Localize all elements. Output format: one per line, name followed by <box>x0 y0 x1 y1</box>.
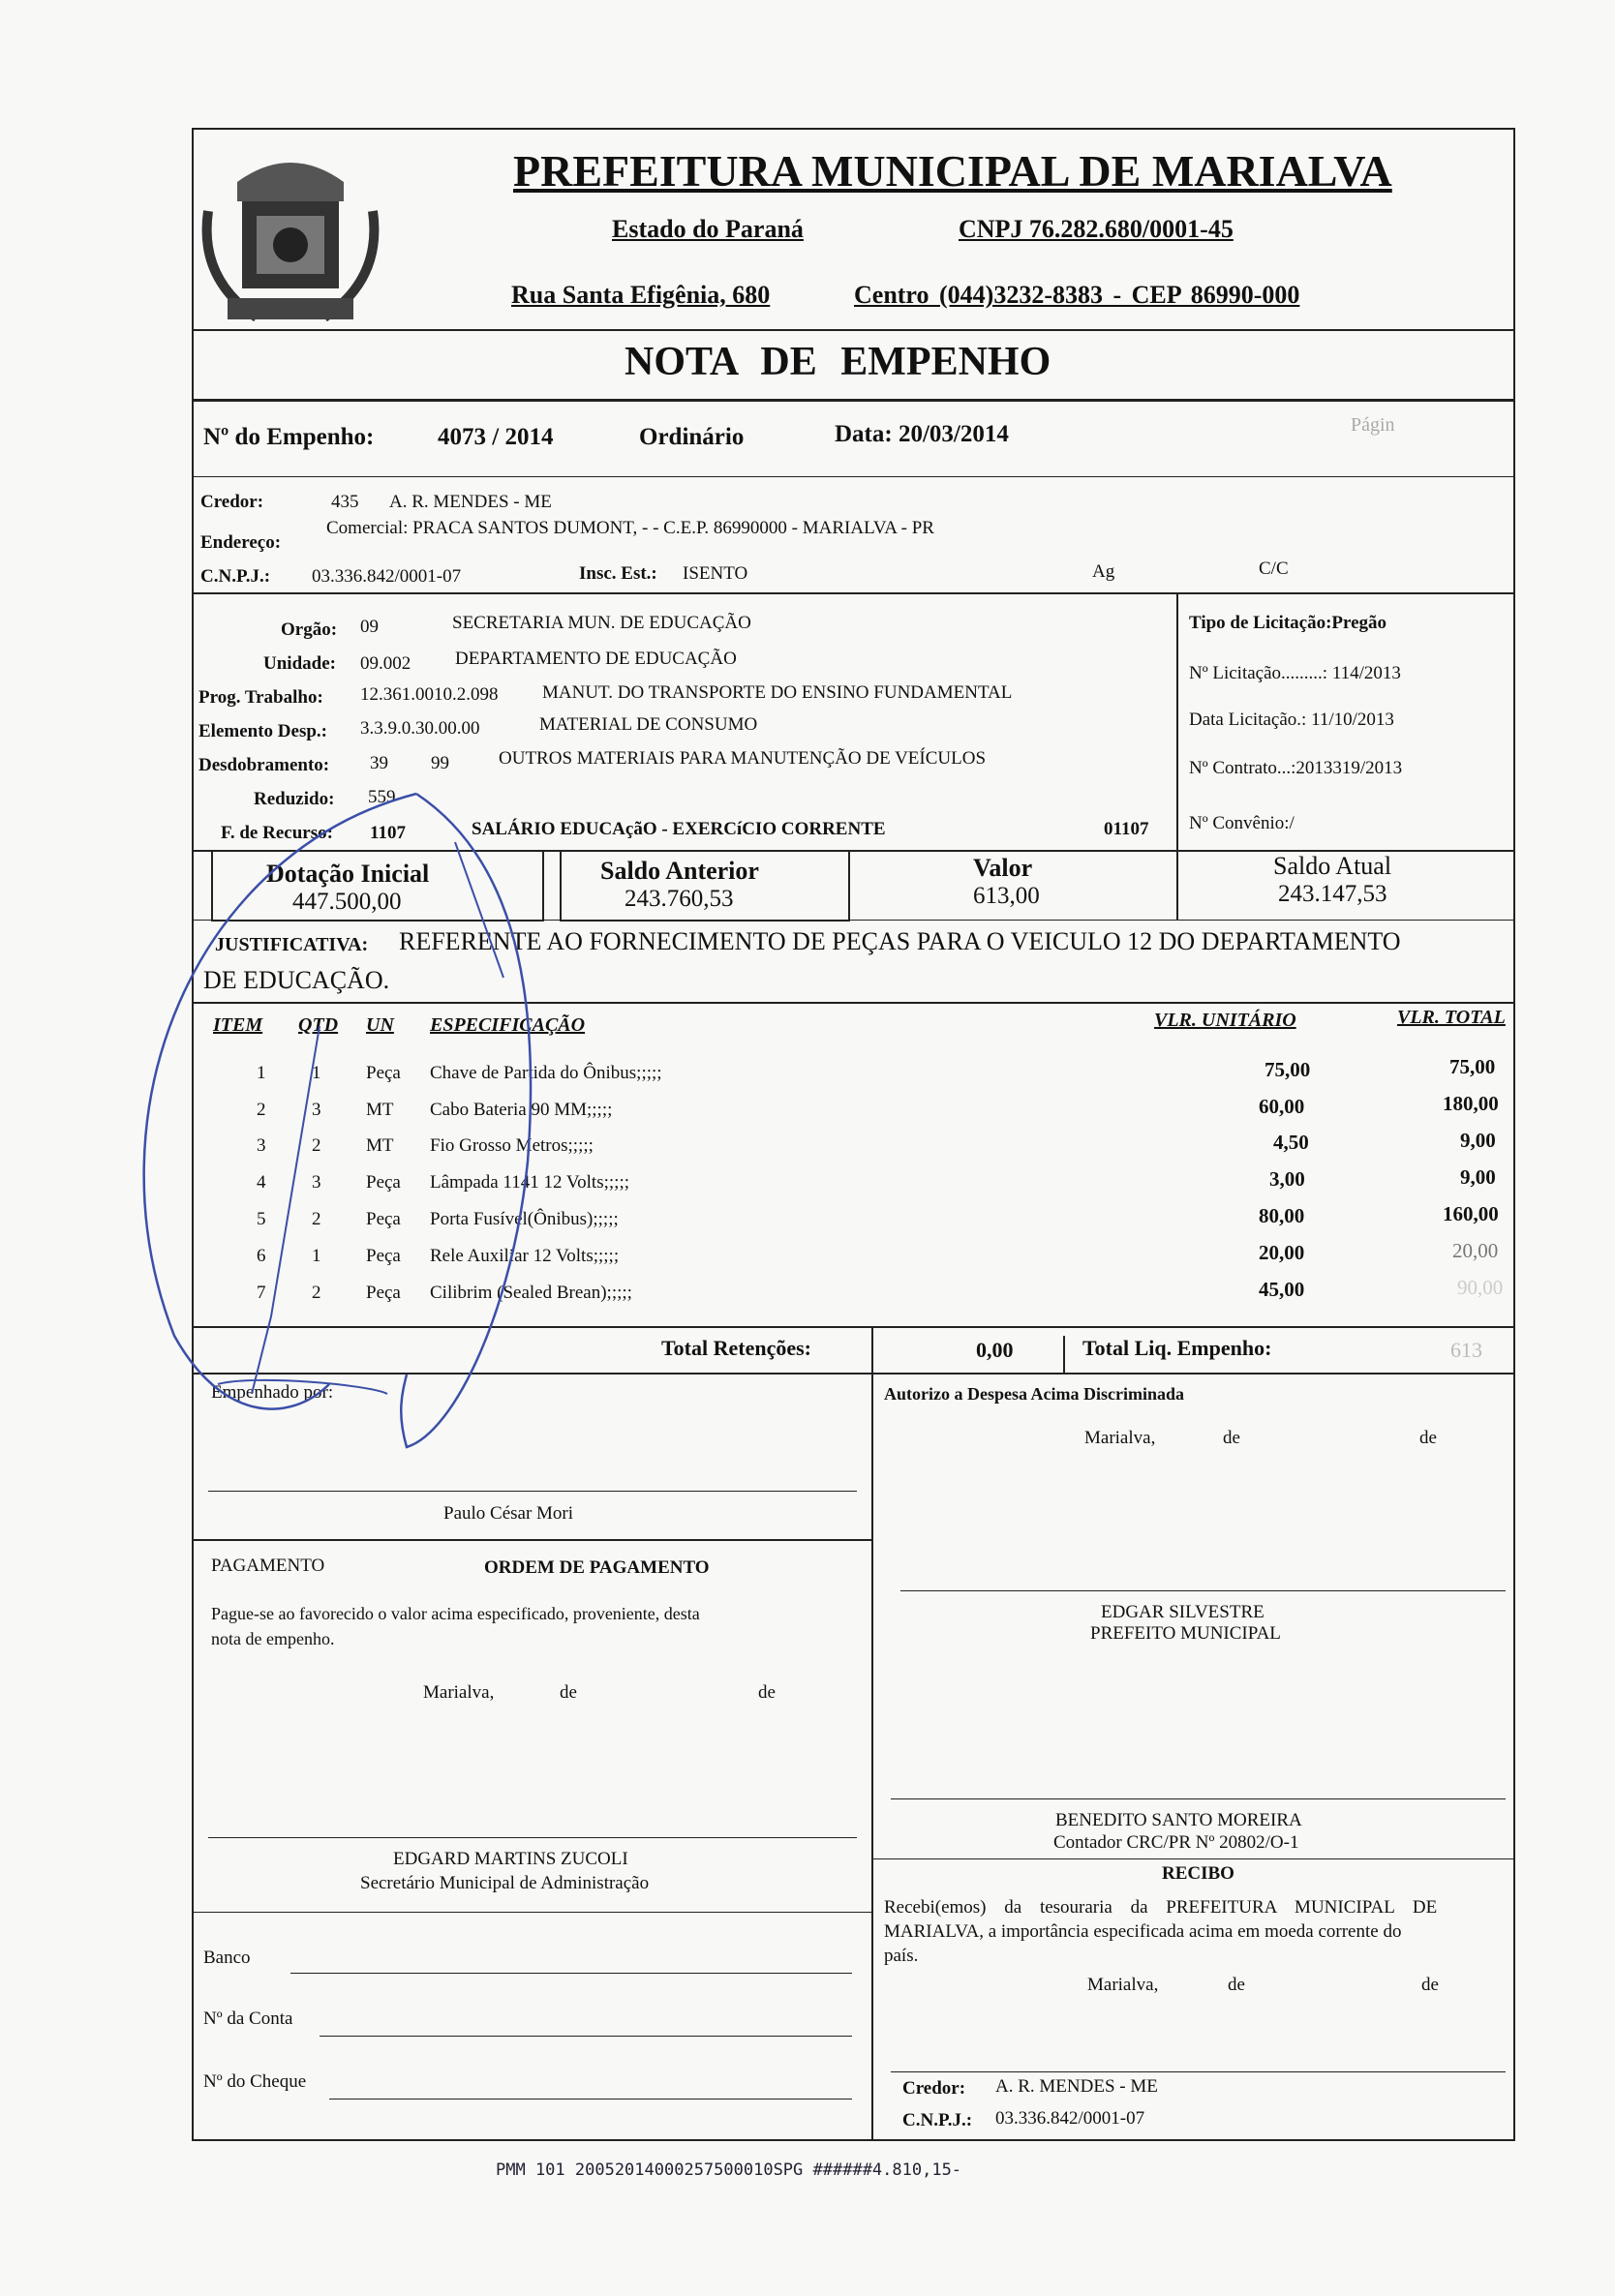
insc-label: Insc. Est.: <box>579 563 657 584</box>
item-un: MT <box>366 1135 394 1156</box>
orgao-desc: SECRETARIA MUN. DE EDUCAÇÃO <box>452 613 751 633</box>
item-unit: 75,00 <box>1265 1058 1311 1081</box>
recurso-code: 1107 <box>370 823 406 843</box>
autorizo-de1: de <box>1223 1428 1240 1448</box>
empenho-date: Data: 20/03/2014 <box>835 421 1009 447</box>
ag-label: Ag <box>1092 561 1115 582</box>
frame-bottom <box>192 2139 1515 2141</box>
atual-value: 243.147,53 <box>1278 881 1387 907</box>
item-total: 9,00 <box>1460 1165 1496 1189</box>
item-total: 9,00 <box>1460 1129 1496 1152</box>
credor-signature-line <box>891 2071 1506 2072</box>
empenho-divider <box>192 476 1515 477</box>
item-number: 1 <box>257 1063 266 1083</box>
atual-label: Saldo Atual <box>1273 852 1392 880</box>
recibo-credor-name: A. R. MENDES - ME <box>995 2076 1158 2097</box>
item-qtd: 1 <box>312 1246 321 1266</box>
budget-vertical-divider <box>1176 592 1178 852</box>
address-label: Rua Santa Efigênia, 680 <box>511 281 771 309</box>
orgao-code: 09 <box>360 617 379 637</box>
item-number: 5 <box>257 1209 266 1229</box>
frame-left <box>192 128 194 2141</box>
frame-top <box>192 128 1515 130</box>
pague-text1: Pague-se ao favorecido o valor acima especificado, proveniente, desta <box>211 1604 700 1623</box>
item-unit: 3,00 <box>1269 1167 1305 1191</box>
contact-label: Centro (044)3232-8383 - CEP 86990-000 <box>854 281 1300 309</box>
item-spec: Fio Grosso Metros;;;;; <box>430 1135 594 1156</box>
pague-marialva: Marialva, <box>423 1682 495 1703</box>
signature-center-divider <box>871 1373 873 2139</box>
item-spec: Rele Auxiliar 12 Volts;;;;; <box>430 1246 620 1266</box>
recurso-label: F. de Recurso: <box>221 823 333 843</box>
recurso-num: 01107 <box>1104 819 1149 839</box>
autorizo-marialva: Marialva, <box>1084 1428 1156 1448</box>
liq-value: 613 <box>1450 1338 1482 1362</box>
prefeito-title: PREFEITO MUNICIPAL <box>1090 1623 1281 1644</box>
prefeitura-title: PREFEITURA MUNICIPAL DE MARIALVA <box>513 146 1392 196</box>
empenho-number: 4073 / 2014 <box>438 424 554 450</box>
item-number: 2 <box>257 1100 266 1120</box>
page-label: Págin <box>1351 414 1395 436</box>
item-qtd: 2 <box>312 1209 321 1229</box>
recibo-cnpj-label: C.N.P.J.: <box>902 2110 973 2130</box>
reduzido-value: 559 <box>368 787 396 807</box>
prog-code: 12.361.0010.2.098 <box>360 684 499 705</box>
cheque-line <box>329 2099 852 2100</box>
pague-text2: nota de empenho. <box>211 1629 335 1648</box>
item-spec: Lâmpada 1141 12 Volts;;;;; <box>430 1172 630 1193</box>
item-total: 160,00 <box>1443 1202 1499 1225</box>
col-qtd-header: QTD <box>298 1014 339 1036</box>
item-un: Peça <box>366 1172 401 1193</box>
dotacao-label: Dotação Inicial <box>266 860 430 888</box>
pagamento-label: PAGAMENTO <box>211 1556 325 1576</box>
recibo-credor-label: Credor: <box>902 2078 966 2099</box>
items-bottom-divider <box>192 1326 1515 1328</box>
retencoes-label: Total Retenções: <box>661 1336 811 1360</box>
item-un: Peça <box>366 1209 401 1229</box>
banco-label: Banco <box>203 1948 251 1968</box>
banco-top-divider <box>192 1912 871 1913</box>
unidade-desc: DEPARTAMENTO DE EDUCAÇÃO <box>455 649 737 669</box>
item-un: Peça <box>366 1246 401 1266</box>
cnpj-field-value: 03.336.842/0001-07 <box>312 566 462 587</box>
frame-right <box>1513 128 1515 2141</box>
justificativa-divider <box>192 1002 1515 1004</box>
creditor-divider <box>192 592 1515 594</box>
recibo-cnpj-value: 03.336.842/0001-07 <box>995 2108 1145 2129</box>
cheque-label: Nº do Cheque <box>203 2071 307 2092</box>
item-number: 4 <box>257 1172 266 1193</box>
recibo-marialva: Marialva, <box>1087 1975 1159 1995</box>
empenho-label: Nº do Empenho: <box>203 424 375 450</box>
anterior-value: 243.760,53 <box>625 886 734 912</box>
item-total: 90,00 <box>1457 1276 1504 1299</box>
item-spec: Cabo Bateria 90 MM;;;;; <box>430 1100 613 1120</box>
totals-divider-b <box>1063 1336 1065 1373</box>
secretario-signature-line <box>208 1837 857 1838</box>
item-qtd: 2 <box>312 1135 321 1156</box>
valor-box-right <box>1176 850 1178 920</box>
recibo-text3: país. <box>884 1946 919 1966</box>
credor-label: Credor: <box>200 492 264 512</box>
orgao-label: Orgão: <box>281 619 338 640</box>
state-label: Estado do Paraná <box>612 215 804 243</box>
item-total: 180,00 <box>1443 1092 1499 1115</box>
pague-de2: de <box>758 1682 776 1703</box>
col-item-header: ITEM <box>213 1014 263 1036</box>
item-number: 7 <box>257 1283 266 1303</box>
item-spec: Chave de Partida do Ônibus;;;;; <box>430 1063 662 1083</box>
licitacao-data: Data Licitação.: 11/10/2013 <box>1189 710 1394 730</box>
item-qtd: 3 <box>312 1100 321 1120</box>
banco-line <box>290 1973 852 1974</box>
col-unit-header: VLR. UNITÁRIO <box>1154 1010 1296 1031</box>
ordem-label: ORDEM DE PAGAMENTO <box>484 1557 710 1578</box>
autorizo-de2: de <box>1419 1428 1437 1448</box>
header-divider <box>192 329 1515 331</box>
desd-label: Desdobramento: <box>198 755 330 775</box>
elem-label: Elemento Desp.: <box>198 721 327 741</box>
col-total-header: VLR. TOTAL <box>1397 1007 1506 1028</box>
secretario-title: Secretário Municipal de Administração <box>360 1873 650 1893</box>
item-spec: Cilibrim (Sealed Brean);;;;; <box>430 1283 632 1303</box>
item-total: 75,00 <box>1449 1055 1496 1078</box>
contador-title: Contador CRC/PR Nº 20802/O-1 <box>1053 1832 1299 1853</box>
col-spec-header: ESPECIFICAÇÃO <box>430 1014 586 1036</box>
item-unit: 45,00 <box>1259 1278 1305 1301</box>
justificativa-text1: REFERENTE AO FORNECIMENTO DE PEÇAS PARA O VEICULO 12 DO DEPARTAMENTO <box>399 927 1401 955</box>
item-unit: 20,00 <box>1259 1241 1305 1264</box>
item-qtd: 2 <box>312 1283 321 1303</box>
pague-de1: de <box>560 1682 577 1703</box>
anterior-label: Saldo Anterior <box>600 857 759 885</box>
desd-code2: 99 <box>431 753 449 773</box>
recibo-de1: de <box>1228 1975 1245 1995</box>
prefeito-name: EDGAR SILVESTRE <box>1101 1602 1265 1622</box>
item-unit: 4,50 <box>1273 1131 1309 1154</box>
conta-line <box>320 2036 852 2037</box>
title-divider <box>192 399 1515 402</box>
autorizo-label: Autorizo a Despesa Acima Discriminada <box>884 1384 1184 1404</box>
item-spec: Porta Fusível(Ônibus);;;;; <box>430 1209 619 1229</box>
item-qtd: 3 <box>312 1172 321 1193</box>
dotacao-value: 447.500,00 <box>292 889 402 915</box>
recibo-text2: MARIALVA, a importância especificada acima em moeda corrente do <box>884 1921 1402 1942</box>
desd-desc: OUTROS MATERIAIS PARA MANUTENÇÃO DE VEÍCULOS <box>499 748 987 769</box>
empenho-type: Ordinário <box>639 424 745 450</box>
recibo-text1: Recebi(emos) da tesouraria da PREFEITURA MUNICIPAL DE <box>884 1897 1438 1918</box>
saldos-divider <box>192 920 1515 921</box>
left-pagamento-divider <box>192 1539 871 1541</box>
item-number: 3 <box>257 1135 266 1156</box>
cnpj-label: CNPJ 76.282.680/0001-45 <box>959 215 1234 243</box>
item-number: 6 <box>257 1246 266 1266</box>
item-un: MT <box>366 1100 394 1120</box>
licitacao-convenio: Nº Convênio:/ <box>1189 813 1295 833</box>
retencoes-value: 0,00 <box>976 1338 1014 1362</box>
item-unit: 80,00 <box>1259 1204 1305 1227</box>
empenhado-signature-line <box>208 1491 857 1492</box>
secretario-name: EDGARD MARTINS ZUCOLI <box>393 1849 628 1869</box>
endereco-label: Endereço: <box>200 532 282 553</box>
reduzido-label: Reduzido: <box>254 789 335 809</box>
endereco-value: Comercial: PRACA SANTOS DUMONT, - - C.E.P. 86990000 - MARIALVA - PR <box>326 518 934 538</box>
empenhado-name: Paulo César Mori <box>443 1503 574 1524</box>
licitacao-numero: Nº Licitação.........: 114/2013 <box>1189 663 1401 683</box>
item-un: Peça <box>366 1283 401 1303</box>
item-unit: 60,00 <box>1259 1095 1305 1118</box>
liq-label: Total Liq. Empenho: <box>1082 1336 1272 1360</box>
contador-name: BENEDITO SANTO MOREIRA <box>1055 1810 1302 1830</box>
item-total: 20,00 <box>1452 1239 1499 1262</box>
justificativa-text2: DE EDUCAÇÃO. <box>203 966 390 994</box>
coat-of-arms-logo <box>198 143 382 347</box>
insc-value: ISENTO <box>683 563 748 584</box>
cc-label: C/C <box>1259 559 1289 579</box>
desd-code1: 39 <box>370 753 388 773</box>
recibo-de2: de <box>1421 1975 1439 1995</box>
doc-title: NOTA DE EMPENHO <box>625 340 1051 384</box>
elem-code: 3.3.9.0.30.00.00 <box>360 718 480 739</box>
empenhado-label: Empenhado por: <box>211 1382 334 1403</box>
conta-label: Nº da Conta <box>203 2009 293 2029</box>
totals-divider-a <box>871 1326 873 1373</box>
prefeito-signature-line <box>900 1590 1506 1591</box>
col-un-header: UN <box>366 1014 394 1036</box>
prog-desc: MANUT. DO TRANSPORTE DO ENSINO FUNDAMENTAL <box>542 682 1013 703</box>
contador-signature-line <box>891 1798 1506 1799</box>
prog-label: Prog. Trabalho: <box>198 687 323 708</box>
elem-desc: MATERIAL DE CONSUMO <box>539 714 758 735</box>
justificativa-label: JUSTIFICATIVA: <box>215 934 369 955</box>
credor-code: 435 <box>331 492 359 512</box>
totals-divider <box>192 1373 1515 1375</box>
licitacao-tipo: Tipo de Licitação:Pregão <box>1189 613 1387 633</box>
recibo-top-divider <box>871 1858 1515 1859</box>
unidade-label: Unidade: <box>263 653 336 674</box>
item-un: Peça <box>366 1063 401 1083</box>
recibo-label: RECIBO <box>1162 1863 1234 1884</box>
item-qtd: 1 <box>312 1063 321 1083</box>
valor-label: Valor <box>973 854 1033 882</box>
licitacao-contrato: Nº Contrato...:2013319/2013 <box>1189 758 1403 778</box>
cnpj-field-label: C.N.P.J.: <box>200 566 271 587</box>
valor-value: 613,00 <box>973 883 1040 909</box>
credor-name: A. R. MENDES - ME <box>389 492 552 512</box>
footer-code: PMM 101 20052014000257500010SPG ######4.810,15- <box>496 2160 962 2180</box>
recurso-desc: SALÁRIO EDUCAçãO - EXERCíCIO CORRENTE <box>472 819 886 839</box>
unidade-code: 09.002 <box>360 653 411 674</box>
